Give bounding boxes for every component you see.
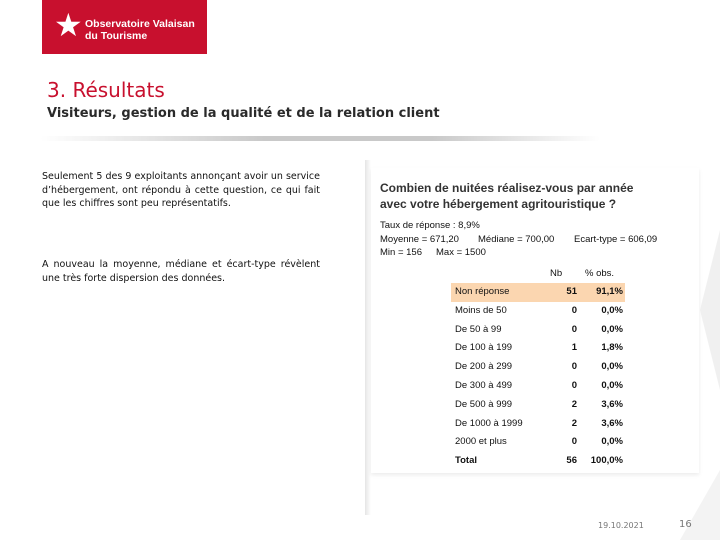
row-label: Total — [455, 455, 477, 467]
row-percent: 1,8% — [601, 342, 623, 354]
row-label: De 100 à 199 — [455, 342, 513, 354]
logo-line-2: du Tourisme — [85, 30, 148, 42]
table-row — [451, 358, 625, 377]
column-header-nb: Nb — [550, 268, 563, 279]
row-percent: 3,6% — [601, 417, 623, 429]
logo-text — [85, 18, 195, 42]
table-row — [451, 302, 625, 321]
row-label: Moins de 50 — [455, 304, 507, 316]
row-percent: 0,0% — [601, 379, 623, 391]
row-count: 0 — [571, 304, 577, 316]
results-table — [451, 283, 625, 471]
mean-value: Moyenne = 671,20 — [380, 234, 459, 245]
row-count: 0 — [571, 361, 577, 373]
table-row-total — [451, 452, 625, 471]
table-row — [451, 377, 625, 396]
response-rate: Taux de réponse : 8,9% — [380, 220, 480, 231]
page-number: 16 — [679, 519, 692, 530]
row-percent: 0,0% — [601, 323, 623, 335]
row-percent: 0,0% — [601, 436, 623, 448]
table-row — [451, 339, 625, 358]
row-percent: 0,0% — [601, 304, 623, 316]
row-percent: 91,1% — [596, 286, 623, 297]
row-label: De 50 à 99 — [455, 323, 502, 335]
row-count: 0 — [571, 379, 577, 391]
results-panel — [371, 168, 699, 473]
row-percent: 100,0% — [590, 455, 623, 467]
max-value: Max = 1500 — [436, 247, 486, 258]
decorative-shape — [700, 230, 720, 390]
paragraph-2: A nouveau la moyenne, médiane et écart-type révèlent une très forte dispersion des données. — [42, 259, 320, 284]
question-line-2: avec votre hébergement agritouristique ? — [380, 197, 617, 211]
row-label: De 300 à 499 — [455, 379, 513, 391]
row-percent: 0,0% — [601, 361, 623, 373]
row-count: 0 — [571, 323, 577, 335]
logo-line-1: Observatoire Valaisan — [85, 18, 195, 30]
row-label: Non réponse — [455, 286, 510, 297]
table-row — [451, 415, 625, 434]
row-count: 56 — [566, 455, 577, 467]
row-label: De 500 à 999 — [455, 398, 513, 410]
min-value: Min = 156 — [380, 247, 422, 258]
median-value: Médiane = 700,00 — [478, 234, 555, 245]
star-icon: ★ — [54, 7, 83, 43]
question-line-1: Combien de nuitées réalisez-vous par année — [380, 181, 634, 195]
footer-date: 19.10.2021 — [598, 521, 644, 530]
row-count: 1 — [571, 342, 577, 354]
table-row — [451, 283, 625, 302]
section-subtitle: Visiteurs, gestion de la qualité et de la relation client — [47, 106, 440, 121]
column-header-pct: % obs. — [585, 268, 615, 279]
table-row — [451, 321, 625, 340]
row-percent: 3,6% — [601, 398, 623, 410]
section-title: 3. Résultats — [47, 78, 165, 102]
table-row — [451, 396, 625, 415]
row-count: 2 — [571, 417, 577, 429]
table-row — [451, 433, 625, 452]
stddev-value: Ecart-type = 606,09 — [574, 234, 658, 245]
row-count: 51 — [566, 286, 577, 297]
row-count: 0 — [571, 436, 577, 448]
question-title — [380, 180, 692, 212]
row-label: De 200 à 299 — [455, 361, 513, 373]
row-label: De 1000 à 1999 — [455, 417, 523, 429]
row-count: 2 — [571, 398, 577, 410]
logo — [42, 0, 207, 54]
paragraph-1: Seulement 5 des 9 exploitants annonçant avoir un service d’hébergement, ont répondu à cette question, ce qui fait que les chiffres sont peu représentatifs. — [42, 171, 320, 209]
header-divider — [40, 136, 600, 141]
row-label: 2000 et plus — [455, 436, 507, 448]
